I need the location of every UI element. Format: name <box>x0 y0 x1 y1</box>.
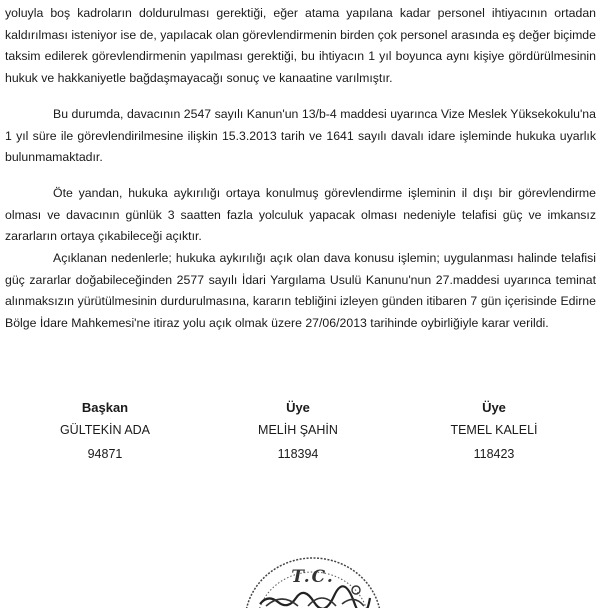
stamp-seal-icon <box>238 552 388 608</box>
signature-block-member-2 <box>404 398 584 466</box>
paragraph-1: yoluyla boş kadroların doldurulması gerektiği, eğer atama yapılana kadar personel ihtiyacının ortadan kaldırılması isteniyor ise de, yapılacak olan görevlendirmenin birden çok personel arasında eş değer biçimde taksim edilerek görevlendirmenin yapılması gerektiği, bu ihtiyacın 1 yıl boyunca aynı kişiye gördürülmesinin hukuk ve hakkaniyetle bağdaşmayacağı sonuç ve kanaatine varılmıştır. <box>5 6 596 85</box>
stamp-text: T.C. <box>291 567 335 587</box>
signatory-name: GÜLTEKİN ADA <box>59 423 151 437</box>
signatory-number: 118423 <box>473 447 515 461</box>
signatory-role: Başkan <box>81 400 129 415</box>
paragraph-2: Bu durumda, davacının 2547 sayılı Kanun'un 13/b-4 maddesi uyarınca Vize Meslek Yüksekokulu'na 1 yıl süre ile görevlendirilmesine ilişkin 15.3.2013 tarih ve 1641 sayılı davalı idare işleminde hukuka uyarlık bulunmamaktadır. <box>5 107 596 164</box>
signatory-role: Üye <box>286 400 310 415</box>
signatory-name: MELİH ŞAHİN <box>258 423 338 437</box>
official-stamp <box>238 552 388 608</box>
signatory-role: Üye <box>482 400 506 415</box>
signature-block-president <box>15 398 195 466</box>
signatory-number: 94871 <box>87 447 123 461</box>
paragraph-3: Öte yandan, hukuka aykırılığı ortaya konulmuş görevlendirme işleminin il dışı bir görevlendirme olması ve davacının günlük 3 saatten fazla yolculuk yapacak olması nedeniyle telafisi güç ve imkansız zararların ortaya çıkabileceği açıktır. <box>5 186 596 243</box>
signatory-name: TEMEL KALELİ <box>450 423 538 437</box>
paragraph-4: Açıklanan nedenlerle; hukuka aykırılığı açık olan dava konusu işlemin; uygulanması halinde telafisi güç zararlar doğabileceğinden 2577 sayılı İdari Yargılama Usulü Kanunu'nun 27.maddesi uyarınca teminat alınmaksızın yürütülmesinin durdurulmasına, kararın tebliğini izleyen günden itibaren 7 gün içerisinde Edirne Bölge İdare Mahkemesi'ne itiraz yolu açık olmak üzere 27/06/2013 tarihinde oybirliğiyle karar verildi. <box>5 251 596 330</box>
signature-block-member-1 <box>208 398 388 466</box>
signatory-number: 118394 <box>277 447 319 461</box>
